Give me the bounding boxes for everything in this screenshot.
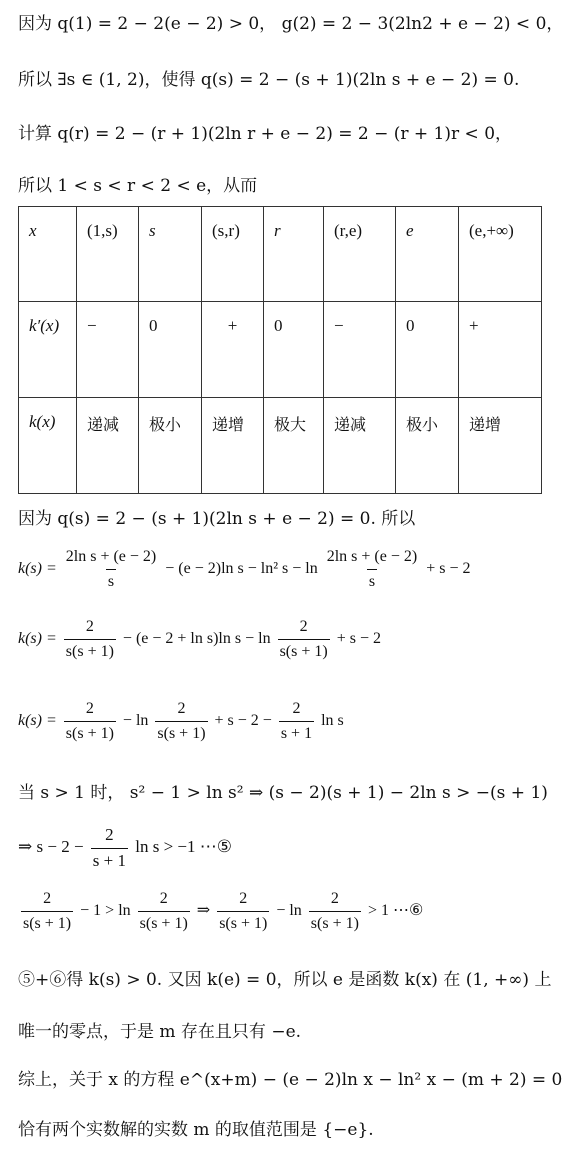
line-16: 恰有两个实数解的实数 m 的取值范围是 {−e}. bbox=[18, 1120, 374, 1140]
table-cell: 0 bbox=[264, 302, 324, 398]
formula-inequality-6 bbox=[18, 890, 553, 932]
table-cell: s bbox=[139, 207, 202, 302]
fraction bbox=[217, 890, 269, 932]
line-15: 综上，关于 x 的方程 e^(x+m) − (e − 2)ln x − ln² x − (m + 2) = 0 bbox=[18, 1070, 563, 1090]
fraction-numerator: 2 bbox=[330, 890, 339, 907]
fraction bbox=[155, 700, 207, 742]
fraction-denominator: s bbox=[106, 569, 116, 591]
table-cell: 0 bbox=[396, 302, 459, 398]
table-cell: + bbox=[202, 302, 264, 398]
table-cell: 递增 bbox=[459, 398, 542, 494]
line-10: 当 s > 1 时， s² − 1 > ln s² ⇒ (s − 2)(s + 1) − 2ln s > −(s + 1) bbox=[18, 783, 548, 803]
formula-term: ln s bbox=[321, 711, 344, 729]
table-cell: k(x) bbox=[19, 398, 77, 494]
fraction-numerator: 2 bbox=[43, 890, 52, 907]
formula-lhs: k(s) = bbox=[18, 559, 57, 577]
table-cell: + bbox=[459, 302, 542, 398]
line-1: 因为 q(1) = 2 − 2(e − 2) > 0， g(2) = 2 − 3(2ln2 + e − 2) < 0， bbox=[18, 14, 563, 34]
formula-term: ln s > −1 ⋯⑤ bbox=[135, 837, 233, 857]
table-cell: (r,e) bbox=[324, 207, 396, 302]
line-4: 所以 1 < s < r < 2 < e，从而 bbox=[18, 176, 258, 196]
table-cell: 递减 bbox=[77, 398, 139, 494]
formula-term: + s − 2 bbox=[336, 629, 381, 647]
table-cell: − bbox=[324, 302, 396, 398]
formula-term: − ln bbox=[276, 901, 302, 919]
line-13: ⑤+⑥得 k(s) > 0. 又因 k(e) = 0，所以 e 是函数 k(x) 在 (1, +∞) 上 bbox=[18, 970, 552, 990]
table-cell: x bbox=[19, 207, 77, 302]
formula-k-s-1 bbox=[18, 548, 553, 590]
fraction-numerator: 2 bbox=[159, 890, 168, 907]
fraction-denominator: s + 1 bbox=[279, 721, 314, 743]
fraction-denominator: s bbox=[367, 569, 377, 591]
line-3: 计算 q(r) = 2 − (r + 1)(2ln r + e − 2) = 2 − (r + 1)r < 0， bbox=[18, 124, 513, 144]
formula-lhs: k(s) = bbox=[18, 629, 57, 647]
formula-term: ⇒ bbox=[196, 901, 211, 919]
fraction-denominator: s(s + 1) bbox=[309, 911, 361, 933]
fraction-numerator: 2 bbox=[292, 700, 301, 717]
table-cell: (e,+∞) bbox=[459, 207, 542, 302]
fraction bbox=[309, 890, 361, 932]
formula-term: + s − 2 − bbox=[214, 711, 272, 729]
fraction-denominator: s(s + 1) bbox=[217, 911, 269, 933]
line-2: 所以 ∃s ∈ (1, 2)，使得 q(s) = 2 − (s + 1)(2ln s + e − 2) = 0. bbox=[18, 70, 520, 90]
formula-lhs: k(s) = bbox=[18, 711, 57, 729]
formula-term: > 1 ⋯⑥ bbox=[367, 901, 424, 919]
line-14: 唯一的零点，于是 m 存在且只有 −e. bbox=[18, 1022, 302, 1042]
table-cell: e bbox=[396, 207, 459, 302]
formula-term: − 1 > ln bbox=[80, 901, 131, 919]
fraction-denominator: s(s + 1) bbox=[64, 639, 116, 661]
fraction-numerator: 2 bbox=[239, 890, 248, 907]
fraction bbox=[64, 548, 158, 590]
fraction-denominator: s(s + 1) bbox=[155, 721, 207, 743]
fraction-numerator: 2 bbox=[177, 700, 186, 717]
fraction-denominator: s(s + 1) bbox=[138, 911, 190, 933]
formula-term: − (e − 2 + ln s)ln s − ln bbox=[122, 629, 271, 647]
fraction bbox=[21, 890, 73, 932]
table-cell: 0 bbox=[139, 302, 202, 398]
table-header-row bbox=[19, 207, 542, 302]
table-cell: 极小 bbox=[139, 398, 202, 494]
fraction bbox=[325, 548, 419, 590]
table-row-derivative bbox=[19, 302, 542, 398]
table-cell: r bbox=[264, 207, 324, 302]
formula-k-s-3 bbox=[18, 700, 553, 742]
formula-term: ⇒ s − 2 − bbox=[18, 837, 84, 857]
fraction bbox=[278, 618, 330, 660]
table-cell: 极小 bbox=[396, 398, 459, 494]
fraction bbox=[91, 826, 128, 870]
fraction-denominator: s + 1 bbox=[91, 848, 128, 871]
formula-term: + s − 2 bbox=[426, 559, 471, 577]
formula-term: − ln bbox=[122, 711, 149, 729]
table-cell: (s,r) bbox=[202, 207, 264, 302]
fraction-denominator: s(s + 1) bbox=[21, 911, 73, 933]
fraction-denominator: s(s + 1) bbox=[278, 639, 330, 661]
formula-inequality-5 bbox=[18, 826, 553, 870]
fraction-numerator: 2ln s + (e − 2) bbox=[65, 548, 157, 565]
table-cell: 递减 bbox=[324, 398, 396, 494]
table-row-function bbox=[19, 398, 542, 494]
table-cell: 极大 bbox=[264, 398, 324, 494]
fraction-denominator: s(s + 1) bbox=[64, 721, 116, 743]
formula-k-s-2 bbox=[18, 618, 553, 660]
fraction bbox=[64, 700, 116, 742]
fraction bbox=[138, 890, 190, 932]
table-cell: k′(x) bbox=[19, 302, 77, 398]
fraction-numerator: 2 bbox=[85, 700, 94, 717]
fraction bbox=[279, 700, 314, 742]
fraction bbox=[64, 618, 116, 660]
fraction-numerator: 2ln s + (e − 2) bbox=[326, 548, 418, 565]
table-cell: (1,s) bbox=[77, 207, 139, 302]
formula-term: − (e − 2)ln s − ln² s − ln bbox=[165, 559, 318, 577]
table-cell: 递增 bbox=[202, 398, 264, 494]
fraction-numerator: 2 bbox=[105, 825, 114, 844]
fraction-numerator: 2 bbox=[299, 618, 308, 635]
line-5: 因为 q(s) = 2 − (s + 1)(2ln s + e − 2) = 0. 所以 bbox=[18, 509, 416, 529]
monotonicity-table bbox=[18, 206, 542, 494]
fraction-numerator: 2 bbox=[85, 618, 94, 635]
table-cell: − bbox=[77, 302, 139, 398]
